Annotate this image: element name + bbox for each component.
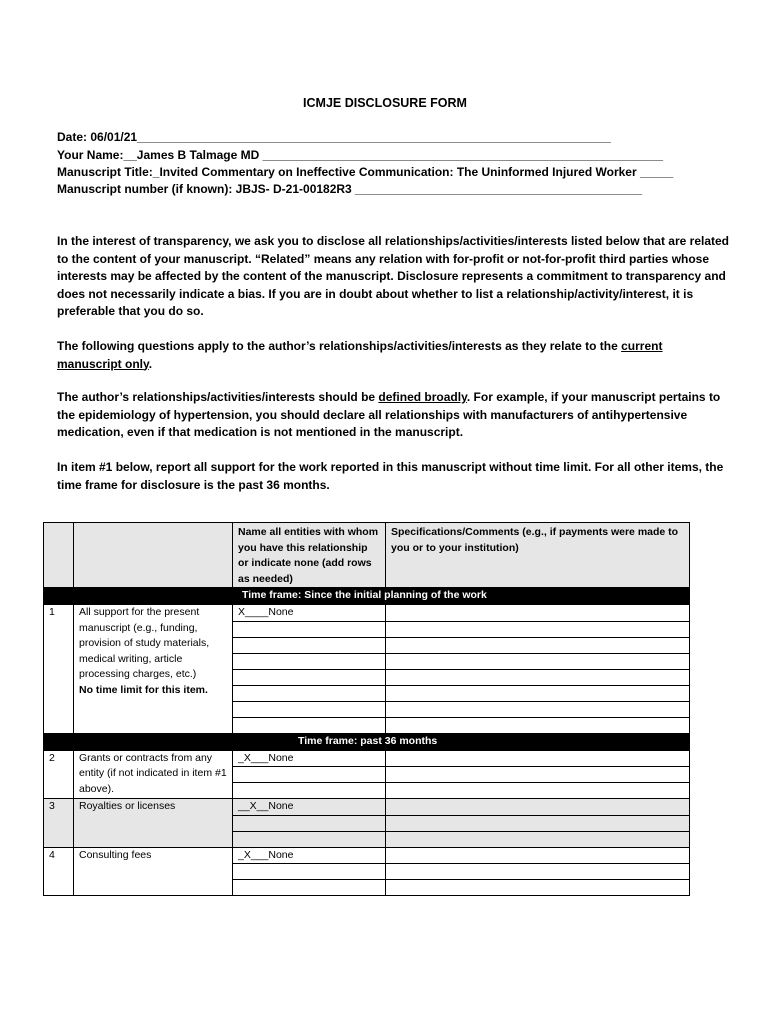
item-4-number: 4 <box>44 847 74 896</box>
name-field[interactable]: Your Name:__James B Talmage MD ____________________________________________________________ <box>57 148 664 162</box>
manuscript-title-field[interactable]: Manuscript Title:_Invited Commentary on Ineffective Communication: The Uninformed Injured Worker _____ <box>57 165 674 179</box>
item-3-comment[interactable] <box>386 799 690 816</box>
p3-underlined: defined broadly <box>378 390 467 404</box>
p3-end: . For example, if your manuscript pertains to the epidemiology of hypertension, you should declare all relationships with manufacturers of antihypertensive medication, even if that medication is not mentioned in the manuscript. <box>57 390 721 439</box>
item-1-row <box>44 605 690 622</box>
p3-text: The author’s relationships/activities/interests should be <box>57 390 379 404</box>
disclosure-table <box>43 522 690 896</box>
timeframe-2-label: Time frame: past 36 months <box>298 734 438 747</box>
p2-end: . <box>148 356 153 371</box>
item-1-entity[interactable]: X____None <box>233 605 386 622</box>
item-4-row <box>44 847 690 864</box>
comment-cell[interactable] <box>386 685 690 701</box>
item-2-label: Grants or contracts from any entity (if not indicated in item #1 above). <box>74 750 233 799</box>
entity-cell[interactable] <box>233 685 386 701</box>
manuscript-number-field[interactable]: Manuscript number (if known): JBJS- D-21-00182R3 ___________________________________________ <box>57 182 643 196</box>
p2-underlined: current manuscript only <box>57 339 663 371</box>
entity-cell[interactable] <box>233 864 386 880</box>
comment-cell[interactable] <box>386 717 690 733</box>
form-title: ICMJE DISCLOSURE FORM <box>303 96 467 110</box>
item-3-number: 3 <box>44 799 74 848</box>
entity-cell[interactable] <box>233 701 386 717</box>
entity-cell[interactable] <box>233 831 386 847</box>
item-4-label: Consulting fees <box>74 847 233 896</box>
comment-cell[interactable] <box>386 831 690 847</box>
header-num-cell <box>44 523 74 588</box>
entity-cell[interactable] <box>233 717 386 733</box>
comment-cell[interactable] <box>386 621 690 637</box>
entity-cell[interactable] <box>233 653 386 669</box>
comment-cell[interactable] <box>386 767 690 783</box>
entity-cell[interactable] <box>233 621 386 637</box>
intro-paragraph-4: In item #1 below, report all support for the work reported in this manuscript without time limit. For all other items, the time frame for disclosure is the past 36 months. <box>57 460 724 492</box>
item-1-number: 1 <box>44 605 74 734</box>
comment-cell[interactable] <box>386 701 690 717</box>
intro-paragraph-3 <box>57 389 729 442</box>
comment-cell[interactable] <box>386 864 690 880</box>
comment-cell[interactable] <box>386 783 690 799</box>
comments-header: Specifications/Comments (e.g., if payments were made to you or to your institution) <box>386 523 690 588</box>
item-1-label: All support for the present manuscript (e.g., funding, provision of study materials, medical writing, article processing charges, etc.) <box>79 606 210 680</box>
comment-cell[interactable] <box>386 815 690 831</box>
item-4-comment[interactable] <box>386 847 690 864</box>
item-2-entity[interactable]: _X___None <box>233 750 386 767</box>
comment-cell[interactable] <box>386 637 690 653</box>
timeframe-band-1 <box>44 588 690 605</box>
item-2-comment[interactable] <box>386 750 690 767</box>
item-1-comment[interactable] <box>386 605 690 622</box>
item-2-row <box>44 750 690 767</box>
p2-text: The following questions apply to the author’s relationships/activities/interests as they relate to the <box>57 339 622 353</box>
comment-cell[interactable] <box>386 669 690 685</box>
item-4-entity[interactable]: _X___None <box>233 847 386 864</box>
item-1-label-cell <box>74 605 233 734</box>
intro-paragraph-1: In the interest of transparency, we ask you to disclose all relationships/activities/interests listed below that are related to the content of your manuscript. “Related” means any relation with for-profit or not-for-profit third parties whose interests may be affected by the content of the manuscript. Disclosure represents a commitment to transparency and does not necessarily indicate a bias. If you are in doubt about whether to list a relationship/activity/interest, it is preferable that you do so. <box>57 234 729 318</box>
item-3-label: Royalties or licenses <box>74 799 233 848</box>
entity-cell[interactable] <box>233 637 386 653</box>
timeframe-1-label: Time frame: Since the initial planning of the work <box>242 589 487 601</box>
intro-paragraph-2 <box>57 338 729 373</box>
entity-cell[interactable] <box>233 767 386 783</box>
item-1-note: No time limit for this item. <box>79 683 208 696</box>
item-3-row <box>44 799 690 816</box>
comment-cell[interactable] <box>386 653 690 669</box>
entities-header: Name all entities with whom you have this relationship or indicate none (add rows as needed) <box>233 523 386 588</box>
item-2-number: 2 <box>44 750 74 799</box>
timeframe-band-2 <box>44 733 690 750</box>
entity-cell[interactable] <box>233 815 386 831</box>
date-field[interactable]: Date: 06/01/21_______________________________________________________________________ <box>57 130 611 144</box>
comment-cell[interactable] <box>386 880 690 896</box>
table-header-row <box>44 523 690 588</box>
header-item-cell <box>74 523 233 588</box>
entity-cell[interactable] <box>233 669 386 685</box>
item-3-entity[interactable]: __X__None <box>233 799 386 816</box>
entity-cell[interactable] <box>233 880 386 896</box>
entity-cell[interactable] <box>233 783 386 799</box>
